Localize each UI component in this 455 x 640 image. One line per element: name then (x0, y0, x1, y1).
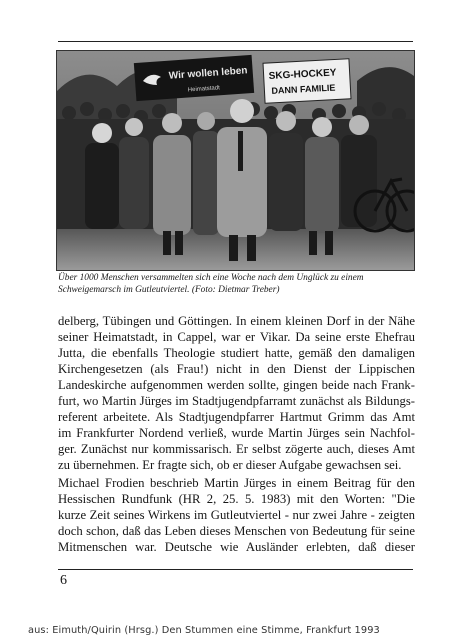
text-line: doch schon, daß das Leben dieses Menschen von Bedeutung für seine (58, 524, 415, 538)
text-line: seiner Heimatstadt, in Cappel, war er Vikar. Da seine erste Ehefrau (58, 330, 415, 344)
banner-right (263, 59, 351, 103)
photo-caption: Über 1000 Menschen versammelten sich eine Woche nach dem Unglück zu einem Schweigemarsch im Gutleutviertel. (Foto: Dietmar Treber) (58, 273, 364, 295)
text-line: ger. Zunächst nur kommissarisch. Er selbst zögerte auch, dieses Amt (58, 442, 415, 456)
text-line: Jutta, die ebenfalls Theologie studiert hatte, gemäß den damaligen (58, 346, 415, 360)
text-line: Landeskirche aufgenommen werden sollte, gingen beide nach Frank- (58, 378, 415, 392)
text-line: referent arbeitete. Als Stadtjugendpfarrer Hartmut Grimm das Amt (58, 410, 415, 424)
text-line: delberg, Tübingen und Göttingen. In einem kleinen Dorf in der Nähe (58, 314, 415, 328)
banner-right-line1: SKG-HOCKEY (268, 67, 337, 82)
paragraph-1 (58, 313, 415, 473)
top-rule (58, 41, 413, 42)
source-citation: aus: Eimuth/Quirin (Hrsg.) Den Stummen eine Stimme, Frankfurt 1993 (28, 625, 380, 636)
banner-right-line2: DANN FAMILIE (271, 82, 336, 96)
text-line: Mitmenschen war. Deutsche wie Ausländer erlebten, daß dieser (58, 540, 415, 554)
text-line: kurze Zeit seines Wirkens im Gutleutviertel - nur zwei Jahre - zeigten (58, 508, 415, 522)
text-line: im Frankfurter Nordend verließ, wurde Martin Jürges sein Nachfol- (58, 426, 415, 440)
banner-left-text: Wir wollen leben (168, 65, 248, 82)
page-number: 6 (60, 573, 67, 588)
text-line: Michael Frodien beschrieb Martin Jürges in einem Beitrag für den (58, 476, 415, 490)
paragraph-2 (58, 475, 415, 555)
march-photo (56, 50, 415, 271)
text-line: Kirchengesetzen (als Frau!) nicht in den Dienst der Lippischen (58, 362, 415, 376)
bottom-rule (58, 569, 413, 570)
banner-left-subtext: Heimatstadt (187, 85, 221, 94)
text-line: zu übernehmen. Er fragte sich, ob er dieser Aufgabe gewachsen sei. (58, 458, 402, 472)
text-line: furt, wo Martin Jürges im Stadtjugendpfarramt zunächst als Bildungs- (58, 394, 415, 408)
text-line: Hessischen Rundfunk (HR 2, 25. 5. 1983) mit den Worten: "Die (58, 492, 415, 506)
